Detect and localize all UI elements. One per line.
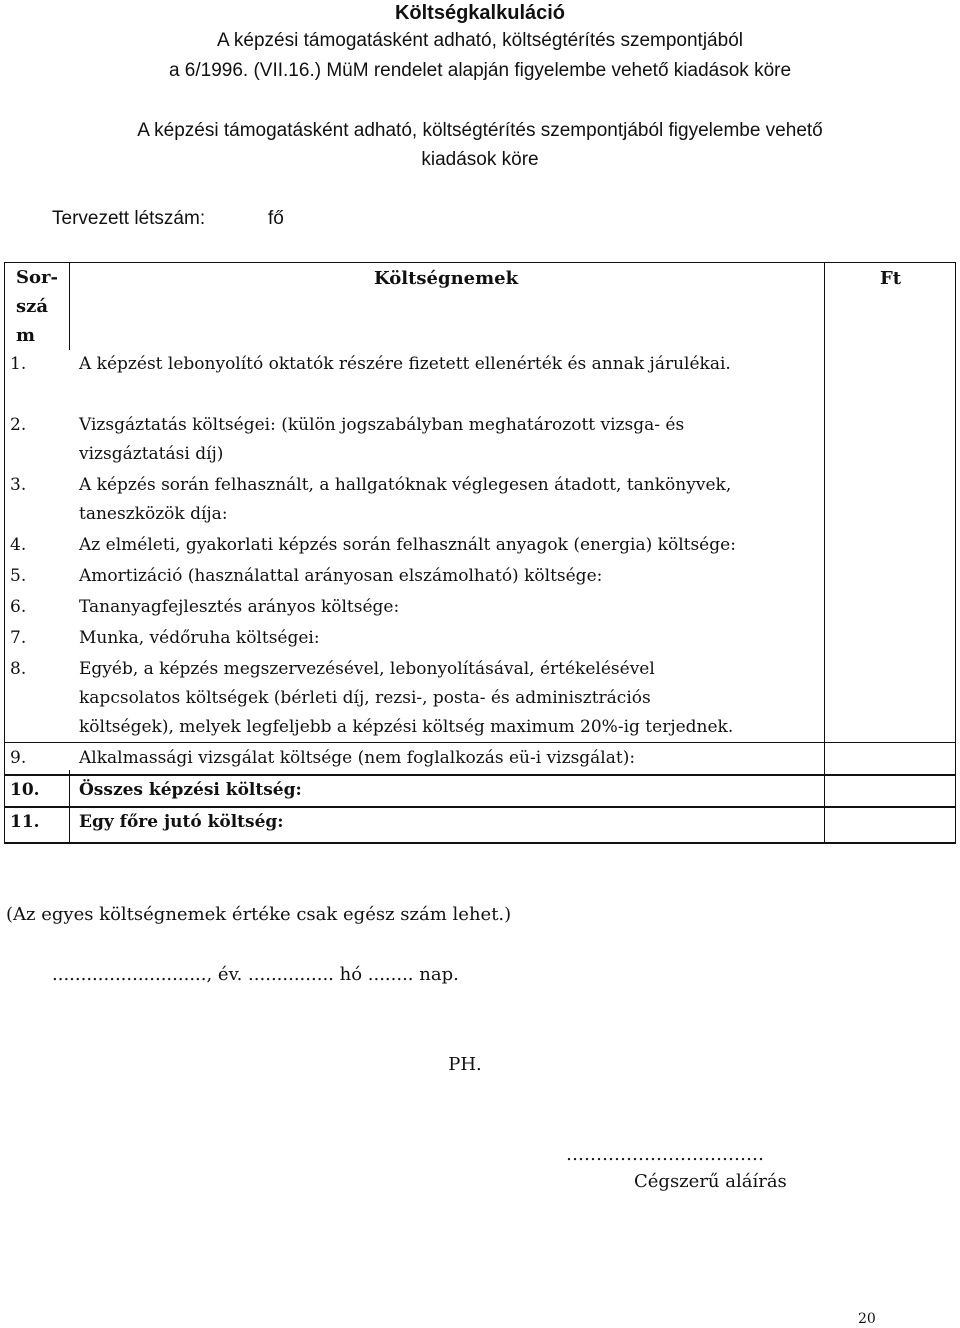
col-header-amount: Ft (880, 268, 902, 289)
table-rule (4, 842, 956, 844)
signature-label: Cégszerű aláírás (634, 1171, 787, 1192)
table-rule (4, 262, 956, 263)
row-description (79, 808, 819, 837)
row-description-line: Munka, védőruha költségei: (79, 628, 320, 648)
row-number: 3. (10, 475, 27, 495)
row-description (79, 531, 819, 560)
table-rule (4, 742, 956, 743)
row-description (79, 562, 819, 591)
row-description-line: költségek), melyek legfeljebb a képzési költség maximum 20%-ig terjednek. (79, 717, 734, 737)
document-title: Költségkalkuláció (394, 2, 566, 24)
row-description (79, 350, 819, 379)
row-description (79, 744, 819, 773)
row-description-line: Egy főre jutó költség: (79, 812, 284, 832)
row-description (79, 624, 819, 653)
row-description (79, 776, 819, 805)
table-rule (4, 774, 956, 776)
planned-headcount-unit: fő (268, 208, 284, 229)
row-description-line: kapcsolatos költségek (bérleti díj, rezsi-, posta- és adminisztrációs (79, 688, 651, 708)
row-description-line: Tananyagfejlesztés arányos költsége: (79, 597, 400, 617)
row-description (79, 471, 819, 529)
date-line: ..........................., év. ............... hó ........ nap. (52, 964, 459, 985)
col-header-serial (16, 263, 58, 350)
row-number: 10. (10, 780, 40, 800)
page-number: 20 (858, 1311, 876, 1327)
row-description (79, 655, 819, 742)
row-description-line: vizsgáztatási díj) (79, 444, 224, 464)
subtitle-line-1: A képzési támogatásként adható, költségtérítés szempontjából (217, 30, 743, 51)
row-description (79, 411, 819, 469)
planned-headcount (52, 204, 284, 233)
row-number: 5. (10, 566, 27, 586)
row-number: 9. (10, 748, 27, 768)
row-description-line: taneszközök díja: (79, 504, 228, 524)
row-number: 2. (10, 415, 27, 435)
subtitle-line-2: a 6/1996. (VII.16.) MüM rendelet alapján figyelembe vehető kiadások köre (168, 60, 792, 81)
table-rule (69, 262, 70, 350)
row-number: 11. (10, 812, 40, 832)
col-header-serial-line: Sor- (16, 267, 58, 288)
col-header-serial-line: m (16, 325, 36, 346)
stamp-placeholder: PH. (448, 1054, 482, 1075)
table-rule (824, 262, 825, 842)
intro-line-2: kiadások köre (421, 149, 539, 170)
row-number: 4. (10, 535, 27, 555)
row-number: 8. (10, 659, 27, 679)
row-number: 6. (10, 597, 27, 617)
table-rule (4, 262, 5, 842)
row-description-line: A képzést lebonyolító oktatók részére fizetett ellenérték és annak járulékai. (79, 354, 731, 374)
row-number: 1. (10, 354, 27, 374)
col-header-serial-line: szá (16, 296, 49, 317)
row-description-line: Vizsgáztatás költségei: (külön jogszabályban meghatározott vizsga- és (79, 415, 685, 435)
intro-line-1: A képzési támogatásként adható, költségtérítés szempontjából figyelembe vehető (137, 120, 823, 141)
row-description-line: Amortizáció (használattal arányosan elszámolható) költsége: (79, 566, 603, 586)
row-description-line: Alkalmassági vizsgálat költsége (nem foglalkozás eü-i vizsgálat): (79, 748, 636, 768)
integer-note: (Az egyes költségnemek értéke csak egész szám lehet.) (6, 904, 512, 925)
row-description (79, 593, 819, 622)
row-description-line: Egyéb, a képzés megszervezésével, lebonyolításával, értékelésével (79, 659, 655, 679)
row-description-line: A képzés során felhasznált, a hallgatóknak véglegesen átadott, tankönyvek, (79, 475, 732, 495)
row-number: 7. (10, 628, 27, 648)
table-rule (4, 806, 956, 808)
col-header-cost-types: Költségnemek (374, 268, 519, 289)
row-description-line: Az elméleti, gyakorlati képzés során felhasznált anyagok (energia) költsége: (79, 535, 736, 555)
planned-headcount-label: Tervezett létszám: (52, 208, 206, 229)
row-description-line: Összes képzési költség: (79, 780, 302, 800)
signature-line: …………………………… (566, 1144, 764, 1165)
table-rule (955, 262, 956, 842)
